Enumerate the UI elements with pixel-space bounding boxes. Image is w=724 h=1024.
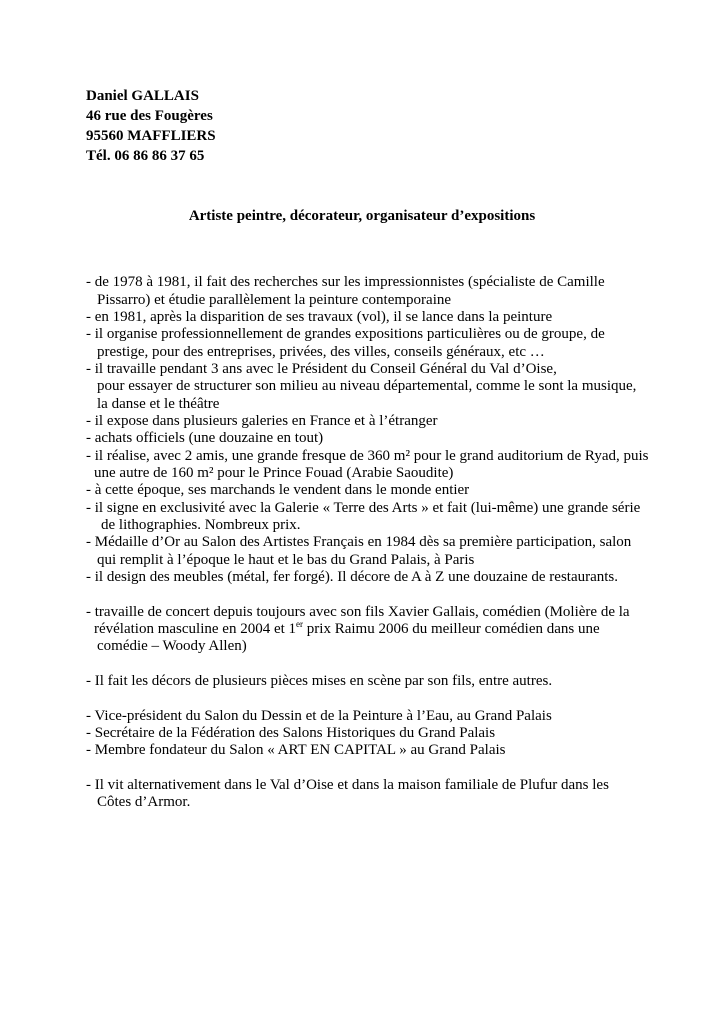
street-address: 46 rue des Fougères	[86, 108, 213, 124]
text-line: une autre de 160 m² pour le Prince Fouad (Arabie Saoudite)	[94, 465, 454, 481]
phone-number: Tél. 06 86 86 37 65	[86, 148, 205, 164]
text-line: - travaille de concert depuis toujours avec son fils Xavier Gallais, comédien (Molière de la	[86, 604, 630, 620]
text-line: Côtes d’Armor.	[97, 794, 191, 810]
text-line: - il signe en exclusivité avec la Galerie « Terre des Arts » et fait (lui-même) une grande série	[86, 500, 641, 516]
text-line: - Il vit alternativement dans le Val d’Oise et dans la maison familiale de Plufur dans les	[86, 777, 609, 793]
text-line: pour essayer de structurer son milieu au niveau départemental, comme le sont la musique,	[97, 378, 637, 394]
text-line: - achats officiels (une douzaine en tout)	[86, 430, 324, 446]
text-line: - Vice-président du Salon du Dessin et de la Peinture à l’Eau, au Grand Palais	[86, 708, 552, 724]
text-line: Pissarro) et étudie parallèlement la peinture contemporaine	[97, 292, 452, 308]
text-line: - il travaille pendant 3 ans avec le Président du Conseil Général du Val d’Oise,	[86, 361, 557, 377]
text-line: - Médaille d’Or au Salon des Artistes Français en 1984 dès sa première participation, salon	[86, 534, 632, 550]
text-line: - en 1981, après la disparition de ses travaux (vol), il se lance dans la peinture	[86, 309, 553, 325]
text-line: la danse et le théâtre	[97, 396, 220, 412]
text-line: prestige, pour des entreprises, privées, des villes, conseils généraux, etc …	[97, 344, 545, 360]
document-subtitle: Artiste peintre, décorateur, organisateur d’expositions	[188, 208, 536, 224]
text-line: de lithographies. Nombreux prix.	[101, 517, 301, 533]
text-line: - Membre fondateur du Salon « ART EN CAPITAL » au Grand Palais	[86, 742, 506, 758]
text-line: - de 1978 à 1981, il fait des recherches sur les impressionnistes (spécialiste de Camille	[86, 274, 605, 290]
text-line: - à cette époque, ses marchands le vendent dans le monde entier	[86, 482, 470, 498]
author-name: Daniel GALLAIS	[86, 88, 199, 104]
text-line: - il réalise, avec 2 amis, une grande fresque de 360 m² pour le grand auditorium de Ryad, puis	[86, 448, 649, 464]
text-span: prix Raimu 2006 du meilleur comédien dans une	[303, 621, 600, 637]
text-line: comédie – Woody Allen)	[97, 638, 247, 654]
text-line	[94, 620, 600, 638]
text-line: - Il fait les décors de plusieurs pièces mises en scène par son fils, entre autres.	[86, 673, 553, 689]
text-line: - il design des meubles (métal, fer forgé). Il décore de A à Z une douzaine de restaurants.	[86, 569, 619, 585]
text-line: - il organise professionnellement de grandes expositions particulières ou de groupe, de	[86, 326, 605, 342]
text-span: révélation masculine en 2004 et 1	[94, 621, 297, 637]
address-block	[86, 86, 216, 166]
text-line: - il expose dans plusieurs galeries en France et à l’étranger	[86, 413, 438, 429]
text-line: - Secrétaire de la Fédération des Salons Historiques du Grand Palais	[86, 725, 496, 741]
text-line: qui remplit à l’époque le haut et le bas du Grand Palais, à Paris	[97, 552, 475, 568]
superscript: er	[296, 619, 304, 629]
city-postcode: 95560 MAFFLIERS	[86, 128, 216, 144]
